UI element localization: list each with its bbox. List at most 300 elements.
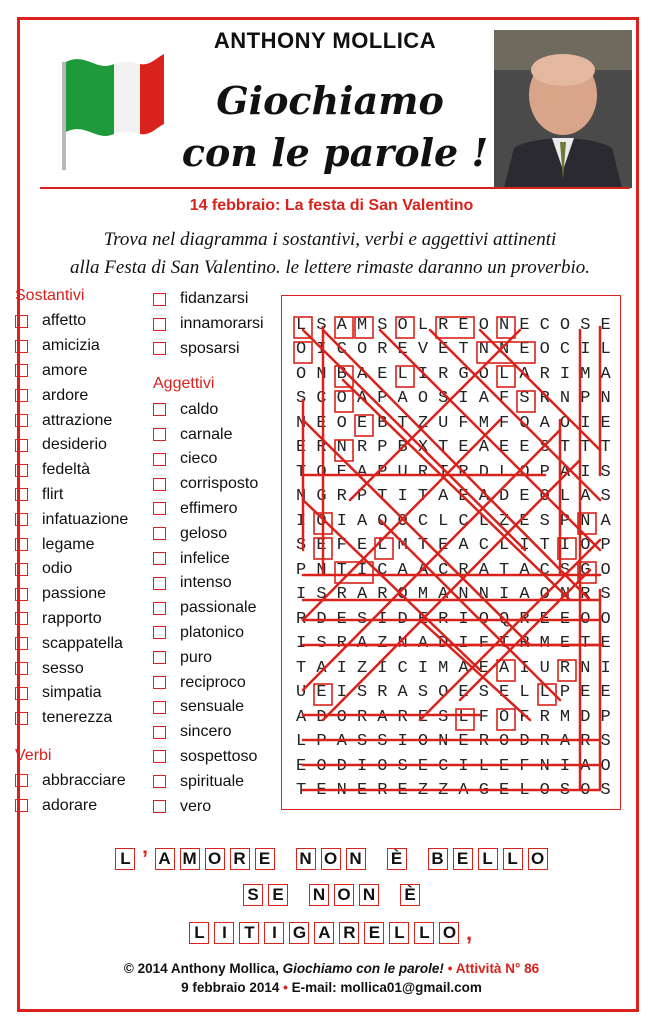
grid-cell[interactable]: D — [499, 487, 510, 507]
word-list-item[interactable] — [15, 359, 128, 384]
grid-cell[interactable]: F — [499, 389, 510, 409]
grid-cell[interactable]: O — [580, 536, 591, 556]
grid-cell[interactable]: O — [559, 413, 571, 433]
grid-cell[interactable]: A — [600, 364, 611, 384]
grid-cell[interactable]: T — [336, 560, 347, 580]
answer-letter-box[interactable]: L — [389, 922, 409, 944]
grid-cell[interactable]: T — [417, 536, 429, 556]
grid-cell[interactable]: N — [316, 560, 327, 580]
grid-cell[interactable]: E — [316, 536, 327, 556]
grid-cell[interactable]: N — [397, 634, 408, 654]
grid-cell[interactable]: D — [316, 707, 327, 727]
grid-cell[interactable]: S — [377, 732, 388, 752]
grid-cell[interactable]: E — [397, 781, 408, 801]
grid-cell[interactable]: U — [539, 658, 550, 678]
grid-cell[interactable]: X — [417, 438, 429, 458]
grid-cell[interactable]: I — [559, 756, 571, 776]
grid-cell[interactable]: M — [539, 634, 550, 654]
grid-cell[interactable]: E — [356, 413, 368, 433]
grid-cell[interactable]: T — [296, 781, 307, 801]
grid-cell[interactable]: P — [600, 536, 611, 556]
grid-cell[interactable]: A — [478, 560, 489, 580]
grid-cell[interactable]: E — [600, 634, 611, 654]
grid-cell[interactable]: I — [336, 511, 347, 531]
grid-cell[interactable]: I — [397, 732, 408, 752]
grid-cell[interactable]: T — [499, 560, 510, 580]
grid-cell[interactable]: N — [600, 389, 611, 409]
word-list-item[interactable] — [153, 670, 264, 695]
grid-cell[interactable]: R — [336, 634, 347, 654]
checkbox-icon[interactable] — [15, 774, 28, 787]
grid-cell[interactable]: B — [397, 438, 408, 458]
checkbox-icon[interactable] — [153, 478, 166, 491]
answer-letter-box[interactable]: E — [364, 922, 384, 944]
grid-cell[interactable]: S — [417, 683, 429, 703]
grid-cell[interactable]: I — [296, 634, 307, 654]
grid-cell[interactable]: R — [559, 658, 571, 678]
answer-letter-box[interactable]: E — [255, 848, 275, 870]
grid-cell[interactable]: L — [539, 683, 550, 703]
answer-letter-box[interactable]: I — [214, 922, 234, 944]
grid-cell[interactable]: A — [559, 462, 571, 482]
grid-cell[interactable]: E — [519, 487, 530, 507]
grid-cell[interactable]: O — [316, 511, 327, 531]
grid-cell[interactable]: S — [539, 511, 550, 531]
grid-cell[interactable]: E — [600, 413, 611, 433]
word-list-item[interactable] — [15, 656, 128, 681]
grid-cell[interactable]: O — [336, 707, 347, 727]
grid-cell[interactable]: O — [499, 732, 510, 752]
answer-letter-box[interactable]: S — [243, 884, 263, 906]
checkbox-icon[interactable] — [15, 315, 28, 328]
grid-cell[interactable]: I — [336, 683, 347, 703]
grid-cell[interactable]: P — [296, 560, 307, 580]
grid-cell[interactable]: O — [377, 511, 388, 531]
checkbox-icon[interactable] — [153, 676, 166, 689]
checkbox-icon[interactable] — [153, 502, 166, 515]
grid-cell[interactable]: A — [417, 560, 429, 580]
grid-cell[interactable]: A — [336, 732, 347, 752]
grid-cell[interactable]: O — [478, 364, 489, 384]
grid-cell[interactable]: S — [296, 389, 307, 409]
grid-cell[interactable]: S — [478, 683, 489, 703]
word-list-item[interactable] — [15, 433, 128, 458]
grid-cell[interactable]: E — [499, 781, 510, 801]
grid-cell[interactable]: G — [478, 781, 489, 801]
word-list-item[interactable] — [15, 507, 128, 532]
checkbox-icon[interactable] — [15, 588, 28, 601]
answer-letter-box[interactable]: O — [205, 848, 225, 870]
grid-cell[interactable]: R — [377, 340, 388, 360]
grid-cell[interactable]: D — [519, 732, 530, 752]
word-list-item[interactable] — [15, 706, 128, 731]
grid-cell[interactable]: L — [478, 511, 489, 531]
grid-cell[interactable]: I — [458, 609, 469, 629]
grid-cell[interactable]: R — [336, 585, 347, 605]
answer-letter-box[interactable]: L — [503, 848, 523, 870]
grid-cell[interactable]: R — [438, 364, 449, 384]
grid-cell[interactable]: A — [397, 683, 408, 703]
grid-cell[interactable]: I — [316, 340, 327, 360]
grid-cell[interactable]: L — [519, 781, 530, 801]
answer-letter-box[interactable]: O — [528, 848, 548, 870]
grid-cell[interactable]: S — [316, 634, 327, 654]
grid-cell[interactable]: O — [600, 560, 611, 580]
grid-cell[interactable]: E — [458, 487, 469, 507]
grid-cell[interactable]: P — [580, 389, 591, 409]
grid-cell[interactable]: T — [438, 438, 449, 458]
grid-cell[interactable]: O — [559, 315, 571, 335]
word-list-item[interactable] — [153, 472, 264, 497]
grid-cell[interactable]: C — [316, 389, 327, 409]
grid-cell[interactable]: O — [499, 707, 510, 727]
grid-cell[interactable]: E — [458, 438, 469, 458]
answer-letter-box[interactable]: L — [189, 922, 209, 944]
grid-cell[interactable]: O — [356, 340, 368, 360]
grid-cell[interactable]: O — [600, 756, 611, 776]
word-list-item[interactable] — [15, 532, 128, 557]
grid-cell[interactable]: O — [417, 732, 429, 752]
grid-cell[interactable]: A — [356, 585, 368, 605]
checkbox-icon[interactable] — [153, 453, 166, 466]
checkbox-icon[interactable] — [15, 439, 28, 452]
grid-cell[interactable]: N — [296, 487, 307, 507]
checkbox-icon[interactable] — [15, 389, 28, 402]
grid-cell[interactable]: I — [559, 536, 571, 556]
grid-cell[interactable]: R — [417, 462, 429, 482]
grid-cell[interactable]: G — [580, 560, 591, 580]
grid-cell[interactable]: A — [316, 658, 327, 678]
grid-cell[interactable]: I — [296, 585, 307, 605]
checkbox-icon[interactable] — [153, 726, 166, 739]
grid-cell[interactable]: L — [499, 462, 510, 482]
answer-letter-box[interactable]: O — [439, 922, 459, 944]
grid-cell[interactable]: S — [600, 462, 611, 482]
grid-cell[interactable]: E — [519, 438, 530, 458]
grid-cell[interactable]: E — [356, 536, 368, 556]
grid-cell[interactable]: D — [336, 756, 347, 776]
grid-cell[interactable]: O — [417, 389, 429, 409]
grid-cell[interactable]: R — [356, 438, 368, 458]
checkbox-icon[interactable] — [153, 651, 166, 664]
grid-cell[interactable]: A — [397, 560, 408, 580]
grid-cell[interactable]: P — [377, 389, 388, 409]
grid-cell[interactable]: S — [438, 707, 449, 727]
grid-cell[interactable]: C — [559, 340, 571, 360]
grid-cell[interactable]: E — [417, 756, 429, 776]
grid-cell[interactable]: A — [478, 389, 489, 409]
answer-letter-box[interactable]: L — [478, 848, 498, 870]
grid-cell[interactable]: S — [356, 732, 368, 752]
grid-cell[interactable]: T — [296, 658, 307, 678]
grid-cell[interactable]: S — [438, 389, 449, 409]
grid-cell[interactable]: T — [580, 634, 591, 654]
grid-cell[interactable]: O — [296, 364, 307, 384]
grid-cell[interactable]: M — [478, 413, 489, 433]
checkbox-icon[interactable] — [153, 701, 166, 714]
checkbox-icon[interactable] — [15, 687, 28, 700]
grid-cell[interactable]: L — [296, 315, 307, 335]
grid-cell[interactable]: R — [580, 585, 591, 605]
grid-cell[interactable]: L — [499, 536, 510, 556]
grid-cell[interactable]: T — [539, 536, 550, 556]
grid-cell[interactable]: I — [499, 585, 510, 605]
checkbox-icon[interactable] — [15, 612, 28, 625]
grid-cell[interactable]: I — [600, 658, 611, 678]
grid-cell[interactable]: N — [499, 315, 510, 335]
word-list-item[interactable] — [15, 557, 128, 582]
grid-cell[interactable]: S — [397, 756, 408, 776]
word-list-item[interactable] — [15, 681, 128, 706]
grid-cell[interactable]: E — [559, 609, 571, 629]
grid-cell[interactable]: D — [438, 634, 449, 654]
grid-cell[interactable]: E — [600, 683, 611, 703]
grid-cell[interactable]: I — [519, 536, 530, 556]
grid-cell[interactable]: A — [519, 364, 530, 384]
grid-cell[interactable]: E — [316, 683, 327, 703]
grid-cell[interactable]: I — [296, 511, 307, 531]
grid-cell[interactable]: C — [539, 315, 550, 335]
grid-cell[interactable]: L — [438, 511, 449, 531]
answer-letter-box[interactable]: N — [309, 884, 329, 906]
grid-cell[interactable]: V — [417, 340, 429, 360]
grid-cell[interactable]: O — [316, 462, 327, 482]
checkbox-icon[interactable] — [153, 293, 166, 306]
grid-cell[interactable]: L — [377, 536, 388, 556]
grid-cell[interactable]: C — [397, 658, 408, 678]
checkbox-icon[interactable] — [153, 527, 166, 540]
grid-cell[interactable]: F — [519, 756, 530, 776]
grid-cell[interactable]: P — [559, 683, 571, 703]
grid-cell[interactable]: N — [478, 340, 489, 360]
grid-cell[interactable]: R — [438, 315, 449, 335]
grid-cell[interactable]: A — [458, 781, 469, 801]
answer-letter-box[interactable]: L — [414, 922, 434, 944]
grid-cell[interactable]: A — [356, 389, 368, 409]
grid-cell[interactable]: M — [580, 364, 591, 384]
grid-cell[interactable]: O — [438, 683, 449, 703]
grid-cell[interactable]: F — [519, 707, 530, 727]
grid-cell[interactable]: L — [519, 683, 530, 703]
grid-cell[interactable]: P — [377, 438, 388, 458]
word-list-item[interactable] — [153, 422, 264, 447]
grid-cell[interactable]: I — [377, 658, 388, 678]
grid-cell[interactable]: Z — [438, 781, 449, 801]
word-list-item[interactable] — [153, 769, 264, 794]
checkbox-icon[interactable] — [153, 577, 166, 590]
grid-cell[interactable]: L — [499, 364, 510, 384]
grid-cell[interactable]: M — [356, 315, 368, 335]
word-list-item[interactable] — [153, 745, 264, 770]
grid-cell[interactable]: Z — [417, 781, 429, 801]
grid-cell[interactable]: R — [539, 732, 550, 752]
word-list-item[interactable] — [153, 621, 264, 646]
grid-cell[interactable]: O — [397, 315, 408, 335]
word-list-item[interactable] — [153, 794, 264, 819]
word-list-item[interactable] — [15, 483, 128, 508]
grid-cell[interactable]: R — [377, 781, 388, 801]
answer-letter-box[interactable]: N — [359, 884, 379, 906]
grid-cell[interactable]: N — [478, 585, 489, 605]
checkbox-icon[interactable] — [153, 602, 166, 615]
grid-cell[interactable]: S — [600, 487, 611, 507]
grid-cell[interactable]: A — [356, 634, 368, 654]
grid-cell[interactable]: L — [458, 707, 469, 727]
checkbox-icon[interactable] — [153, 552, 166, 565]
grid-cell[interactable]: O — [397, 511, 408, 531]
grid-cell[interactable]: E — [356, 781, 368, 801]
grid-cell[interactable]: N — [336, 438, 347, 458]
answer-letter-box[interactable]: N — [346, 848, 366, 870]
grid-cell[interactable]: Z — [377, 634, 388, 654]
grid-cell[interactable]: S — [539, 438, 550, 458]
grid-cell[interactable]: E — [417, 609, 429, 629]
grid-cell[interactable]: M — [438, 658, 449, 678]
grid-cell[interactable]: E — [397, 340, 408, 360]
checkbox-icon[interactable] — [15, 488, 28, 501]
grid-cell[interactable]: T — [458, 340, 469, 360]
grid-cell[interactable]: E — [519, 511, 530, 531]
word-list-item[interactable] — [153, 337, 264, 362]
grid-cell[interactable]: E — [519, 315, 530, 335]
grid-cell[interactable]: Z — [417, 413, 429, 433]
grid-cell[interactable]: A — [397, 389, 408, 409]
checkbox-icon[interactable] — [15, 637, 28, 650]
answer-letter-box[interactable]: M — [180, 848, 200, 870]
grid-cell[interactable]: S — [519, 389, 530, 409]
grid-cell[interactable]: E — [336, 609, 347, 629]
grid-cell[interactable]: A — [377, 707, 388, 727]
grid-cell[interactable]: A — [458, 536, 469, 556]
grid-cell[interactable]: E — [296, 438, 307, 458]
grid-cell[interactable]: E — [600, 315, 611, 335]
word-list-item[interactable] — [153, 571, 264, 596]
checkbox-icon[interactable] — [153, 428, 166, 441]
grid-cell[interactable]: S — [377, 315, 388, 335]
grid-cell[interactable]: E — [478, 658, 489, 678]
word-list-item[interactable] — [153, 695, 264, 720]
checkbox-icon[interactable] — [153, 342, 166, 355]
grid-cell[interactable]: N — [580, 658, 591, 678]
grid-cell[interactable]: C — [539, 560, 550, 580]
answer-letter-box[interactable]: R — [230, 848, 250, 870]
grid-cell[interactable]: O — [539, 340, 550, 360]
word-list-item[interactable] — [153, 720, 264, 745]
grid-cell[interactable]: E — [458, 683, 469, 703]
grid-cell[interactable]: A — [580, 756, 591, 776]
answer-letter-box[interactable]: A — [155, 848, 175, 870]
grid-cell[interactable]: D — [397, 609, 408, 629]
grid-cell[interactable]: O — [296, 340, 307, 360]
grid-cell[interactable]: P — [356, 487, 368, 507]
grid-cell[interactable]: C — [438, 756, 449, 776]
grid-cell[interactable]: O — [336, 413, 347, 433]
grid-cell[interactable]: E — [458, 315, 469, 335]
grid-cell[interactable]: N — [458, 585, 469, 605]
grid-cell[interactable]: R — [356, 707, 368, 727]
grid-cell[interactable]: B — [377, 413, 388, 433]
answer-letter-box[interactable]: B — [428, 848, 448, 870]
grid-cell[interactable]: A — [478, 487, 489, 507]
grid-cell[interactable]: T — [600, 438, 611, 458]
grid-cell[interactable]: A — [356, 462, 368, 482]
grid-cell[interactable]: S — [580, 315, 591, 335]
grid-cell[interactable]: D — [580, 707, 591, 727]
word-list-item[interactable] — [15, 383, 128, 408]
grid-cell[interactable]: S — [600, 781, 611, 801]
grid-cell[interactable]: L — [296, 732, 307, 752]
grid-cell[interactable]: E — [580, 683, 591, 703]
grid-cell[interactable]: R — [539, 707, 550, 727]
footer-email[interactable]: E-mail: mollica01@gmail.com — [291, 980, 482, 995]
answer-letter-box[interactable]: A — [314, 922, 334, 944]
word-list-item[interactable] — [153, 546, 264, 571]
grid-cell[interactable]: A — [559, 732, 571, 752]
checkbox-icon[interactable] — [15, 712, 28, 725]
grid-cell[interactable]: S — [316, 315, 327, 335]
grid-cell[interactable]: P — [559, 511, 571, 531]
checkbox-icon[interactable] — [15, 538, 28, 551]
word-list-item[interactable] — [153, 397, 264, 422]
word-list-item[interactable] — [15, 582, 128, 607]
grid-cell[interactable]: O — [478, 609, 489, 629]
grid-cell[interactable]: L — [417, 315, 429, 335]
grid-cell[interactable]: O — [478, 315, 489, 335]
word-list-item[interactable] — [153, 312, 264, 337]
grid-cell[interactable]: N — [580, 511, 591, 531]
grid-cell[interactable]: R — [519, 634, 530, 654]
grid-cell[interactable]: O — [519, 462, 530, 482]
grid-cell[interactable]: O — [397, 585, 408, 605]
checkbox-icon[interactable] — [15, 340, 28, 353]
grid-cell[interactable]: F — [336, 536, 347, 556]
answer-letter-box[interactable]: E — [453, 848, 473, 870]
grid-cell[interactable]: T — [559, 438, 571, 458]
answer-letter-box[interactable]: L — [115, 848, 135, 870]
grid-cell[interactable]: I — [580, 340, 591, 360]
grid-cell[interactable]: E — [559, 634, 571, 654]
grid-cell[interactable]: A — [417, 634, 429, 654]
grid-cell[interactable]: I — [397, 487, 408, 507]
grid-cell[interactable]: E — [519, 340, 530, 360]
grid-cell[interactable]: E — [336, 462, 347, 482]
grid-cell[interactable]: R — [539, 389, 550, 409]
grid-cell[interactable]: S — [559, 781, 571, 801]
answer-letter-box[interactable]: È — [387, 848, 407, 870]
word-list-item[interactable] — [15, 458, 128, 483]
grid-cell[interactable]: G — [458, 364, 469, 384]
word-list-item[interactable] — [15, 408, 128, 433]
grid-cell[interactable]: I — [458, 634, 469, 654]
answer-letter-box[interactable]: È — [400, 884, 420, 906]
grid-cell[interactable]: R — [478, 732, 489, 752]
grid-cell[interactable]: A — [438, 585, 449, 605]
checkbox-icon[interactable] — [15, 464, 28, 477]
grid-cell[interactable]: A — [356, 364, 368, 384]
word-list-item[interactable] — [153, 596, 264, 621]
grid-cell[interactable]: G — [316, 487, 327, 507]
checkbox-icon[interactable] — [15, 799, 28, 812]
checkbox-icon[interactable] — [15, 662, 28, 675]
word-list-item[interactable] — [15, 793, 128, 818]
grid-cell[interactable]: F — [478, 707, 489, 727]
grid-cell[interactable]: I — [519, 658, 530, 678]
grid-cell[interactable]: O — [580, 609, 591, 629]
word-list-item[interactable] — [153, 497, 264, 522]
grid-cell[interactable]: A — [580, 487, 591, 507]
grid-cell[interactable]: D — [316, 609, 327, 629]
grid-cell[interactable]: E — [438, 536, 449, 556]
